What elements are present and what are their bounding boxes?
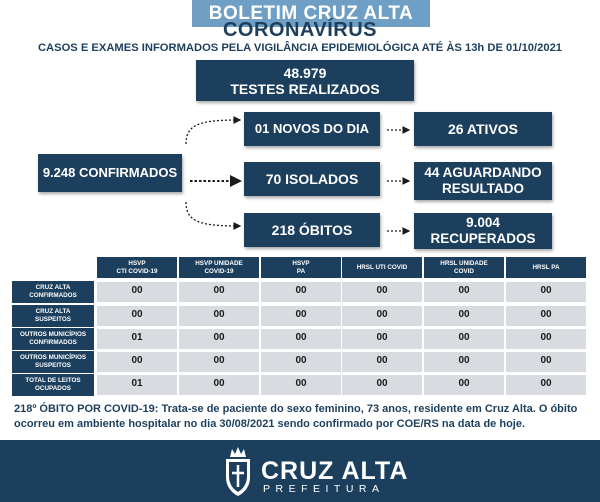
table-cell: 00 (261, 352, 341, 372)
row-header (12, 281, 94, 303)
awaiting-count: 44 AGUARDANDO (424, 165, 542, 180)
table-cell: 00 (97, 352, 177, 372)
row-header-text: SUSPEITOS (35, 316, 71, 323)
table-cell: 01 (97, 375, 177, 395)
column-header (342, 257, 422, 278)
recovered-count: 9.004 (466, 215, 500, 230)
table-cell: 00 (342, 352, 422, 372)
connector-to-obitos (186, 202, 240, 226)
column-header-text: CTI COVID-19 (116, 267, 158, 275)
column-header (424, 257, 504, 278)
table-cell: 00 (424, 352, 504, 372)
brand-name: CRUZ ALTA (261, 457, 409, 485)
death-note-line1: 218º ÓBITO POR COVID-19: Trata-se de paciente do sexo feminino, 73 anos, residente em Cruz Alta. O óbito (14, 403, 578, 415)
table-cell: 00 (179, 306, 259, 326)
table-cell: 00 (424, 282, 504, 302)
isolated-box (244, 162, 380, 196)
column-header-text: HRSL PA (532, 263, 560, 271)
table-cell: 01 (97, 329, 177, 349)
column-header-text: COVID (454, 267, 474, 275)
table-cell: 00 (342, 306, 422, 326)
column-header (179, 257, 259, 278)
deaths-text: 218 ÓBITOS (271, 222, 353, 238)
death-note-line2: ocorreu em ambiente hospitalar no dia 30/08/2021 sendo confirmado por COE/RS na data de hoje. (14, 417, 526, 430)
row-header-text: OCUPADOS (35, 385, 71, 392)
table-cell: 00 (424, 329, 504, 349)
column-header-text: HSVP (128, 259, 146, 267)
table-cell: 00 (261, 375, 341, 395)
table-cell: 00 (342, 329, 422, 349)
page-subtitle: CORONAVÍRUS (222, 19, 378, 41)
table-cell: 00 (506, 306, 586, 326)
row-header-text: CRUZ ALTA (35, 284, 71, 291)
row-header-text: OUTROS MUNICÍPIOS (19, 354, 87, 361)
table-cell: 00 (424, 375, 504, 395)
row-header (12, 305, 94, 327)
row-header-text: CONFIRMADOS (29, 339, 77, 346)
tests-performed-box (196, 60, 414, 101)
deaths-box (244, 213, 380, 247)
row-header-text: TOTAL DE LEITOS (25, 377, 81, 384)
table-cell: 00 (97, 282, 177, 302)
row-header (12, 351, 94, 373)
table-cell: 00 (506, 329, 586, 349)
table-cell: 00 (261, 329, 341, 349)
column-header (261, 257, 341, 278)
tests-count: 48.979 (283, 64, 327, 81)
table-cell: 00 (424, 306, 504, 326)
brand-subtitle: PREFEITURA (263, 483, 385, 495)
active-box (414, 112, 552, 146)
column-header-text: HRSL UTI COVID (356, 263, 408, 271)
column-header-text: COVID-19 (204, 267, 234, 275)
column-header-text: HRSL UNIDADE (440, 259, 488, 267)
row-header (12, 374, 94, 396)
table-cell: 00 (342, 375, 422, 395)
new-cases-box (244, 112, 380, 146)
row-header-text: CONFIRMADOS (29, 292, 77, 299)
recovered-box (414, 213, 552, 249)
confirmed-text: 9.248 CONFIRMADOS (42, 165, 178, 180)
table-cell: 00 (179, 375, 259, 395)
table-cell: 00 (179, 282, 259, 302)
table-cell: 00 (506, 352, 586, 372)
table-cell: 00 (506, 282, 586, 302)
hospital-beds-table (12, 257, 588, 397)
report-info-line: CASOS E EXAMES INFORMADOS PELA VIGILÂNCIA EPIDEMIOLÓGICA ATÉ ÀS 13h DE 01/10/2021 (37, 42, 563, 54)
tests-label: TESTES REALIZADOS (230, 80, 380, 97)
table-cell: 00 (179, 329, 259, 349)
active-text: 26 ATIVOS (447, 121, 519, 137)
row-header-text: SUSPEITOS (35, 362, 71, 369)
new-cases-text: 01 NOVOS DO DIA (254, 121, 370, 136)
connector-to-novos (186, 120, 240, 144)
column-header (97, 257, 177, 278)
row-header-text: CRUZ ALTA (35, 308, 71, 315)
awaiting-label: RESULTADO (442, 181, 524, 196)
table-cell: 00 (506, 375, 586, 395)
awaiting-result-box (414, 162, 552, 200)
table-cell: 00 (179, 352, 259, 372)
table-cell: 00 (261, 306, 341, 326)
confirmed-box (38, 154, 182, 192)
column-header-text: PA (296, 267, 306, 275)
bulletin-banner: BOLETIM CRUZ ALTA (192, 0, 430, 27)
table-cell: 00 (261, 282, 341, 302)
isolated-text: 70 ISOLADOS (265, 171, 359, 187)
death-note (14, 402, 586, 431)
recovered-label: RECUPERADOS (430, 231, 536, 246)
row-header-text: OUTROS MUNICÍPIOS (19, 331, 87, 338)
table-cell: 00 (97, 306, 177, 326)
column-header (506, 257, 586, 278)
city-seal-icon (222, 445, 254, 497)
table-cell: 00 (342, 282, 422, 302)
row-header (12, 328, 94, 350)
column-header-text: HSVP UNIDADE (195, 259, 243, 267)
column-header-text: HSVP (292, 259, 310, 267)
